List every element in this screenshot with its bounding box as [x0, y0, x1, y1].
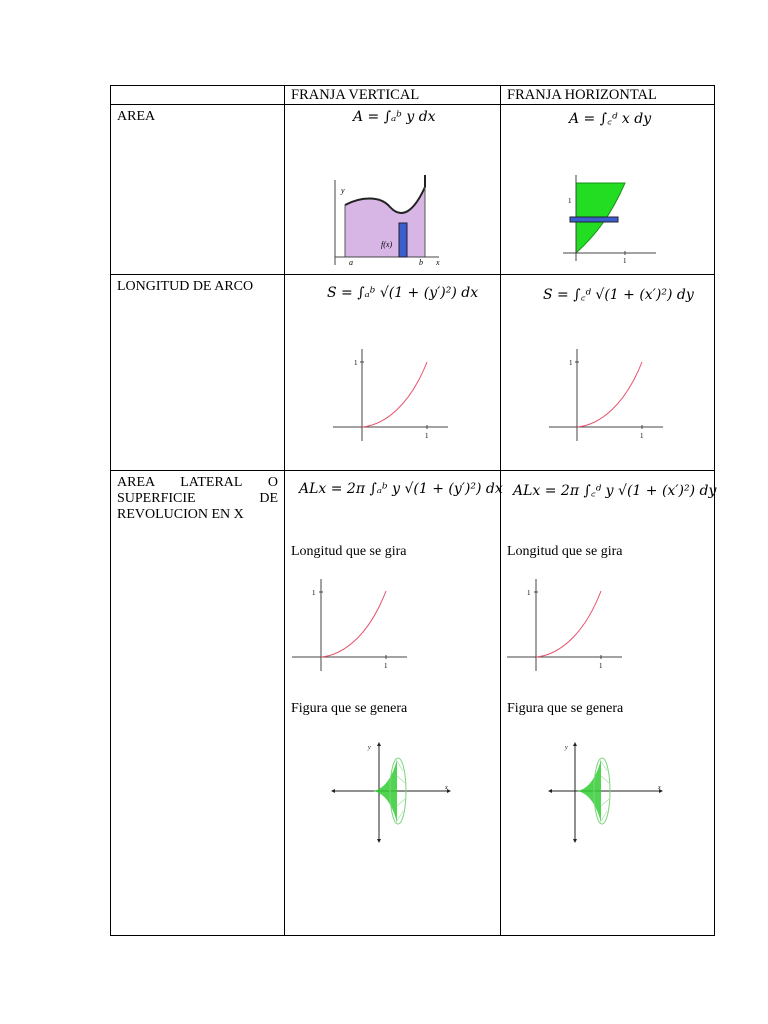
- area-integrand-label: f(x): [381, 240, 393, 249]
- lateral-h-surface: [577, 759, 601, 823]
- area-vertical-plot: [285, 105, 501, 275]
- arc-vertical-plot: [285, 275, 501, 471]
- header-horizontal: FRANJA HORIZONTAL: [501, 86, 715, 105]
- arc-v-curve: [362, 362, 427, 427]
- area-x-label: x: [436, 258, 440, 267]
- lateral-v-tick-x: 1: [384, 662, 388, 670]
- arc-h-tick-y: 1: [569, 359, 573, 367]
- lateral-horizontal-surface-plot: [501, 471, 715, 936]
- lateral-v-tick-y: 1: [312, 589, 316, 597]
- area-h-tick-y: 1: [568, 197, 572, 205]
- area-vertical-cell: [285, 105, 501, 275]
- arc-horizontal-plot: [501, 275, 715, 471]
- area-horizontal-plot: [501, 105, 715, 275]
- area-a-label: a: [349, 258, 353, 267]
- header-empty: [111, 86, 285, 105]
- lateral-h-surf-y-label: y: [565, 745, 568, 751]
- area-y-label: y: [341, 186, 345, 195]
- lateral-v-surf-x-label: x: [445, 785, 448, 791]
- arc-h-curve: [577, 362, 642, 427]
- lateral-v-surf-y-label: y: [368, 745, 371, 751]
- lateral-v-caption-generated: Figura que se genera: [291, 701, 408, 716]
- lateral-vertical-surface-plot: [285, 471, 501, 936]
- area-horizontal-strip: [570, 217, 618, 222]
- lateral-vertical-cell: [285, 471, 501, 936]
- formula-table: [110, 85, 715, 936]
- arc-h-tick-x: 1: [640, 432, 644, 440]
- arc-horizontal-cell: [501, 275, 715, 471]
- arc-v-tick-y: 1: [354, 359, 358, 367]
- arc-horizontal-formula: S = ∫꜀ᵈ √(1 + (x′)²) dy: [543, 287, 694, 303]
- row-label-area: AREA: [111, 105, 285, 275]
- lateral-vertical-formula: ALx = 2π ∫ₐᵇ y √(1 + (y′)²) dx: [299, 481, 503, 497]
- arc-v-tick-x: 1: [425, 432, 429, 440]
- area-vertical-formula: A = ∫ₐᵇ y dx: [353, 109, 436, 125]
- lateral-h-tick-x: 1: [599, 662, 603, 670]
- lateral-horizontal-formula: ALx = 2π ∫꜀ᵈ y √(1 + (x′)²) dy: [513, 483, 717, 499]
- lateral-v-surface: [373, 759, 397, 823]
- lateral-h-caption-generated: Figura que se genera: [507, 701, 624, 716]
- arc-vertical-cell: [285, 275, 501, 471]
- row-label-lateral: AREA LATERAL O SUPERFICIE DE REVOLUCION EN X: [111, 471, 285, 936]
- area-h-tick-x: 1: [623, 257, 627, 265]
- lateral-h-caption-rotated: Longitud que se gira: [507, 544, 623, 559]
- lateral-v-caption-rotated: Longitud que se gira: [291, 544, 407, 559]
- area-horizontal-formula: A = ∫꜀ᵈ x dy: [569, 111, 652, 127]
- arc-vertical-formula: S = ∫ₐᵇ √(1 + (y′)²) dx: [327, 285, 479, 301]
- area-horizontal-cell: [501, 105, 715, 275]
- lateral-h-surf-x-label: x: [658, 785, 661, 791]
- area-b-label: b: [419, 258, 423, 267]
- row-label-arc: LONGITUD DE ARCO: [111, 275, 285, 471]
- area-vertical-strip: [399, 223, 407, 257]
- header-vertical: FRANJA VERTICAL: [285, 86, 501, 105]
- lateral-h-tick-y: 1: [527, 589, 531, 597]
- lateral-horizontal-cell: [501, 471, 715, 936]
